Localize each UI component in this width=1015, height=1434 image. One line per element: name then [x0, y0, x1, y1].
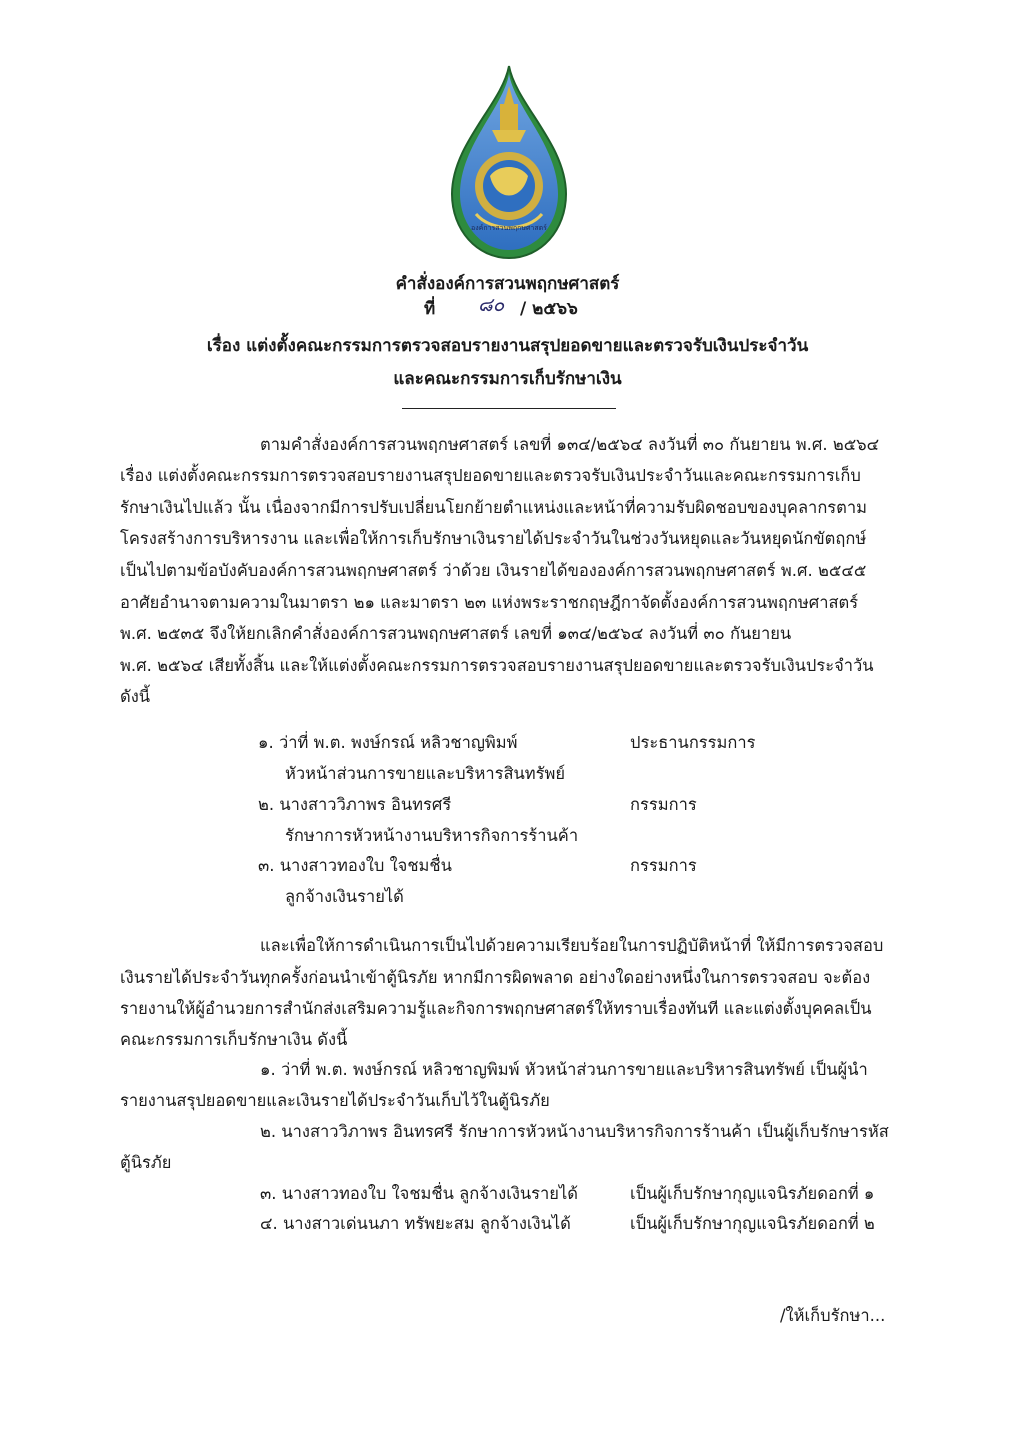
para1-line: เรื่อง แต่งตั้งคณะกรรมการตรวจสอบรายงานสรุปยอดขายและตรวจรับเงินประจำวันและคณะกรรมการเก็บ	[120, 466, 861, 485]
committee-member-name: ๒. นางสาววิภาพร อินทรศรี	[258, 795, 452, 814]
para1-line: อาศัยอำนาจตามความในมาตรา ๒๑ และมาตรา ๒๓ แห่งพระราชกฤษฎีกาจัดตั้งองค์การสวนพฤกษศาสตร์	[120, 593, 859, 612]
para2-line: และเพื่อให้การดำเนินการเป็นไปด้วยความเรียบร้อยในการปฏิบัติหน้าที่ ให้มีการตรวจสอบ	[260, 936, 884, 955]
committee-member-position: ลูกจ้างเงินรายได้	[285, 887, 404, 906]
para1-line: ดังนี้	[120, 687, 151, 706]
subject-line-2: และคณะกรรมการเก็บรักษาเงิน	[393, 369, 622, 389]
key-holder-duty: เป็นผู้เก็บรักษากุญแจนิรภัยดอกที่ ๑	[630, 1184, 875, 1203]
committee-member-position: หัวหน้าส่วนการขายและบริหารสินทรัพย์	[285, 764, 566, 783]
continuation-text: /ให้เก็บรักษา...	[780, 1306, 886, 1325]
para1-line: เป็นไปตามข้อบังคับองค์การสวนพฤกษศาสตร์ ว่าด้วย เงินรายได้ขององค์การสวนพฤกษศาสตร์ พ.ศ. ๒๕๔๕	[120, 561, 867, 580]
committee-member-role: กรรมการ	[630, 795, 697, 814]
para1-line: พ.ศ. ๒๕๖๔ เสียทั้งสิ้น และให้แต่งตั้งคณะกรรมการตรวจสอบรายงานสรุปยอดขายและตรวจรับเงินประจำวัน	[120, 656, 874, 675]
order-number-handwritten: ๘๐	[478, 294, 505, 316]
para2-line: เงินรายได้ประจำวันทุกครั้งก่อนนำเข้าตู้นิรภัย หากมีการผิดพลาด อย่างใดอย่างหนึ่งในการตรวจสอบ จะต้อง	[120, 968, 871, 987]
committee-member-name: ๑. ว่าที่ พ.ต. พงษ์กรณ์ หลิวชาญพิมพ์	[258, 733, 518, 752]
para1-line: พ.ศ. ๒๕๓๕ จึงให้ยกเลิกคำสั่งองค์การสวนพฤกษศาสตร์ เลขที่ ๑๓๔/๒๕๖๔ ลงวันที่ ๓๐ กันยายน	[120, 624, 792, 643]
order-number-label: ที่	[424, 299, 436, 319]
custody-item-line: ๑. ว่าที่ พ.ต. พงษ์กรณ์ หลิวชาญพิมพ์ หัวหน้าส่วนการขายและบริหารสินทรัพย์ เป็นผู้นำ	[260, 1060, 868, 1079]
header-divider	[402, 408, 616, 409]
custody-item-line: ตู้นิรภัย	[120, 1153, 172, 1172]
organization-logo	[446, 64, 572, 260]
committee-member-name: ๓. นางสาวทองใบ ใจชมชื่น	[258, 856, 452, 875]
key-holder-name: ๔. นางสาวเด่นนภา ทรัพยะสม ลูกจ้างเงินได้	[260, 1214, 571, 1233]
committee-member-role: กรรมการ	[630, 856, 697, 875]
para2-line: รายงานให้ผู้อำนวยการสำนักส่งเสริมความรู้และกิจการพฤกษศาสตร์ให้ทราบเรื่องทันที และแต่งตั้งบุคคลเป็น	[120, 999, 872, 1018]
para2-line: คณะกรรมการเก็บรักษาเงิน ดังนี้	[120, 1030, 348, 1049]
custody-item-line: ๒. นางสาววิภาพร อินทรศรี รักษาการหัวหน้างานบริหารกิจการร้านค้า เป็นผู้เก็บรักษารหัส	[260, 1122, 889, 1141]
para1-line: โครงสร้างการบริหารงาน และเพื่อให้การเก็บรักษาเงินรายได้ประจำวันในช่วงวันหยุดและวันหยุดนักขัตฤกษ์	[120, 529, 867, 548]
para1-line: รักษาเงินไปแล้ว นั้น เนื่องจากมีการปรับเปลี่ยนโยกย้ายตำแหน่งและหน้าที่ความรับผิดชอบของบุคลากรตาม	[120, 498, 868, 517]
para1-line: ตามคำสั่งองค์การสวนพฤกษศาสตร์ เลขที่ ๑๓๔/๒๕๖๔ ลงวันที่ ๓๐ กันยายน พ.ศ. ๒๕๖๔	[260, 435, 880, 454]
key-holder-duty: เป็นผู้เก็บรักษากุญแจนิรภัยดอกที่ ๒	[630, 1214, 875, 1233]
logo-text: องค์การสวนพฤกษศาสตร์	[471, 224, 547, 232]
custody-item-line: รายงานสรุปยอดขายและเงินรายได้ประจำวันเก็บไว้ในตู้นิรภัย	[120, 1091, 550, 1110]
subject-line-1: เรื่อง แต่งตั้งคณะกรรมการตรวจสอบรายงานสรุปยอดขายและตรวจรับเงินประจำวัน	[206, 336, 809, 356]
committee-member-position: รักษาการหัวหน้างานบริหารกิจการร้านค้า	[285, 826, 579, 845]
order-number-year: / ๒๕๖๖	[520, 299, 578, 319]
committee-member-role: ประธานกรรมการ	[630, 733, 756, 752]
order-title: คำสั่งองค์การสวนพฤกษศาสตร์	[395, 274, 620, 294]
key-holder-name: ๓. นางสาวทองใบ ใจชมชื่น ลูกจ้างเงินรายได้	[260, 1184, 578, 1203]
